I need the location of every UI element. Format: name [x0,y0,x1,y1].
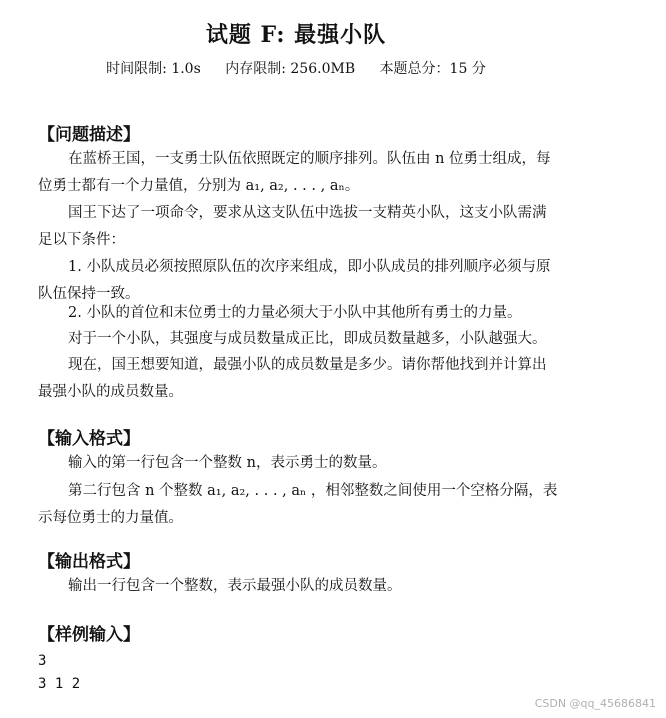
problem-description-heading: 【问题描述】 [38,125,140,145]
problem-paragraph-3: 1. 小队成员必须按照原队伍的次序来组成，即小队成员的排列顺序必须与原队伍保持一致。 [38,259,551,302]
output-format-heading: 【输出格式】 [38,552,140,572]
sample-input-block [38,650,80,696]
memory-limit: 内存限制: 256.0MB [225,61,356,77]
sample-input-line-2: 3 1 2 [38,676,81,692]
total-score: 本题总分：15 分 [379,61,486,77]
problem-paragraph-1: 在蓝桥王国，一支勇士队伍依照既定的顺序排列。队伍由 n 位勇士组成，每位勇士都有一个力量值，分别为 a₁, a₂, . . . , aₙ。 [38,151,551,194]
time-limit: 时间限制: 1.0s [106,61,201,77]
sample-input-line-1: 3 [38,653,47,669]
output-format-paragraph-1: 输出一行包含一个整数，表示最强小队的成员数量。 [68,578,402,594]
input-format-paragraph-1: 输入的第一行包含一个整数 n，表示勇士的数量。 [68,455,387,471]
problem-paragraph-6: 现在，国王想要知道，最强小队的成员数量是多少。请你帮他找到并计算出最强小队的成员数量。 [38,357,547,400]
problem-title: 试题 F: 最强小队 [205,22,387,48]
input-format-paragraph-2: 第二行包含 n 个整数 a₁, a₂, . . . , aₙ ，相邻整数之间使用一个空格分隔，表示每位勇士的力量值。 [38,483,558,526]
input-format-heading: 【输入格式】 [38,429,140,449]
sample-input-heading: 【样例输入】 [38,625,140,645]
problem-paragraph-2: 国王下达了一项命令，要求从这支队伍中选拔一支精英小队，这支小队需满足以下条件： [38,205,547,248]
csdn-watermark: CSDN @qq_45686841 [534,697,656,710]
problem-paragraph-4: 2. 小队的首位和末位勇士的力量必须大于小队中其他所有勇士的力量。 [68,305,522,321]
problem-paragraph-5: 对于一个小队，其强度与成员数量成正比，即成员数量越多，小队越强大。 [68,331,547,347]
problem-meta [0,58,592,78]
